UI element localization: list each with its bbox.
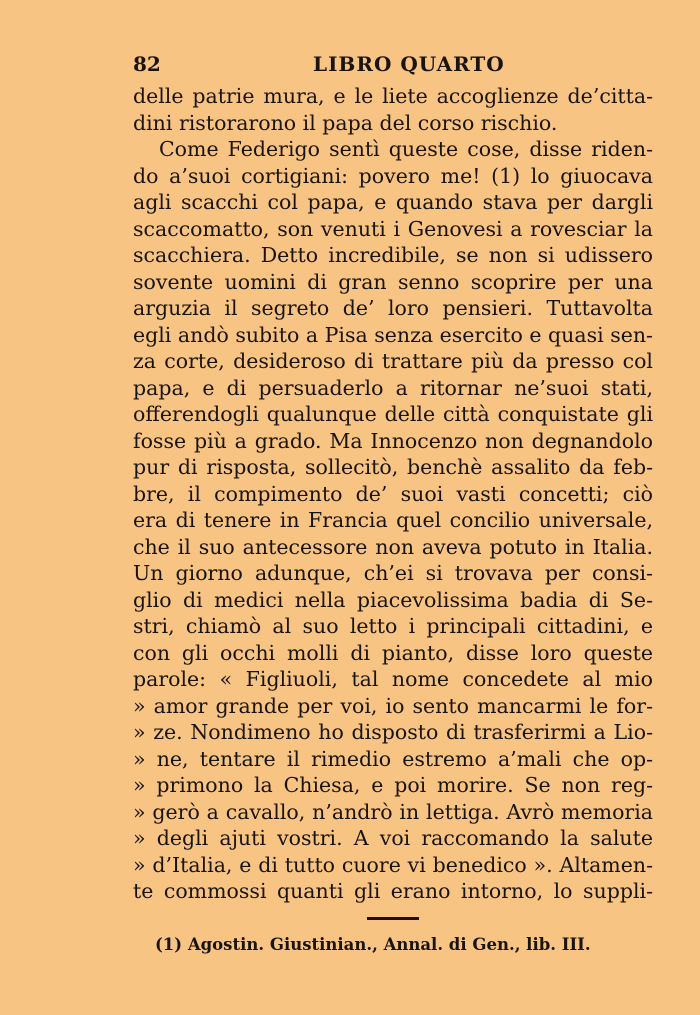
text-line: Come Federigo sentì queste cose, disse riden- xyxy=(159,137,653,161)
body-text xyxy=(133,83,653,905)
text-line: glio di medici nella piacevolissima badia di Se- xyxy=(133,587,653,612)
text-line: » gerò a cavallo, n’andrò in lettiga. Avrò memoria xyxy=(133,799,653,824)
footnote: (1) Agostin. Giustinian., Annal. di Gen., lib. III. xyxy=(155,935,591,954)
text-line: delle patrie mura, e le liete accoglienze de’citta- xyxy=(133,84,653,108)
text-line: stri, chiamò al suo letto i principali cittadini, e xyxy=(133,614,653,638)
text-line: egli andò subito a Pisa senza esercito e quasi sen- xyxy=(133,322,653,347)
text-line: Un giorno adunque, ch’ei si trovava per consi- xyxy=(133,561,653,585)
text-line: scacchiera. Detto incredibile, se non si udissero xyxy=(133,243,653,267)
text-line: era di tenere in Francia quel concilio universale, xyxy=(133,508,653,532)
text-line: offerendogli qualunque delle città conquistate gli xyxy=(133,402,653,426)
text-line: bre, il compimento de’ suoi vasti concetti; ciò xyxy=(133,481,653,506)
text-line: papa, e di persuaderlo a ritornar ne’suoi stati, xyxy=(133,375,653,400)
text-line: arguzia il segreto de’ loro pensieri. Tuttavolta xyxy=(133,296,653,320)
page-header xyxy=(133,52,653,78)
text-line: » amor grande per voi, io sento mancarmi le for- xyxy=(133,693,653,718)
text-line: sovente uomini di gran senno scoprire per una xyxy=(133,269,653,294)
text-line: agli scacchi col papa, e quando stava per dargli xyxy=(133,190,653,214)
text-line: » primono la Chiesa, e poi morire. Se non reg- xyxy=(133,773,653,797)
text-line: scaccomatto, son venuti i Genovesi a rovesciar la xyxy=(133,216,653,241)
text-line: pur di risposta, sollecitò, benchè assalito da feb- xyxy=(133,455,653,479)
running-title: LIBRO QUARTO xyxy=(313,52,505,76)
text-line: fosse più a grado. Ma Innocenzo non degnandolo xyxy=(133,428,653,453)
text-line: con gli occhi molli di pianto, disse loro queste xyxy=(133,640,653,665)
text-line: te commossi quanti gli erano intorno, lo suppli- xyxy=(133,879,653,903)
text-line: » ne, tentare il rimedio estremo a’mali che op- xyxy=(133,746,653,771)
footnote-divider xyxy=(367,917,419,920)
text-line: za corte, desideroso di trattare più da presso col xyxy=(133,349,653,373)
text-line: » ze. Nondimeno ho disposto di trasferirmi a Lio- xyxy=(133,720,653,744)
text-line: dini ristorarono il papa del corso rischio. xyxy=(133,110,558,135)
text-line: » degli ajuti vostri. A voi raccomando la salute xyxy=(133,826,653,850)
text-line: parole: « Figliuoli, tal nome concedete al mio xyxy=(133,667,653,691)
text-line: » d’Italia, e di tutto cuore vi benedico ». Altamen- xyxy=(133,852,653,877)
text-line: che il suo antecessore non aveva potuto in Italia. xyxy=(133,534,653,559)
text-line: do a’suoi cortigiani: povero me! (1) lo giuocava xyxy=(133,163,653,188)
page-number: 82 xyxy=(133,52,161,76)
